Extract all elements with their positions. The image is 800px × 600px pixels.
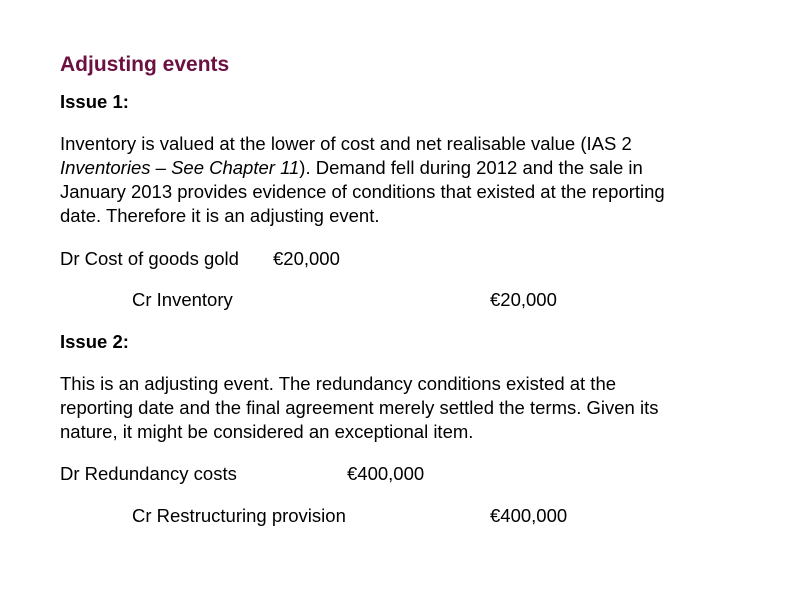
issue-1-line-text: ). Demand fell during 2012 and the sale in [299,157,643,178]
issue-1-debit-label: Dr Cost of goods gold [60,248,239,269]
issue-2-line: nature, it might be considered an exceptional item. [60,421,474,442]
issue-2-heading: Issue 2: [60,331,129,352]
issue-2-line: reporting date and the final agreement merely settled the terms. Given its [60,397,659,418]
issue-1-line: Inventory is valued at the lower of cost and net realisable value (IAS 2 [60,133,632,154]
issue-2-debit-label: Dr Redundancy costs [60,463,237,484]
issue-2-debit-amount: €400,000 [347,463,425,484]
slide-title: Adjusting events [60,53,230,76]
issue-1-heading: Issue 1: [60,91,129,112]
issue-1-line [60,156,643,180]
italic-reference: Inventories – See Chapter 11 [60,157,300,178]
issue-2-credit-label: Cr Restructuring provision [132,505,346,526]
issue-1-credit-label: Cr Inventory [132,289,233,310]
issue-2-credit-amount: €400,000 [490,505,568,526]
issue-1-line: date. Therefore it is an adjusting event. [60,205,380,226]
issue-1-credit-amount: €20,000 [490,289,557,310]
issue-1-line: January 2013 provides evidence of conditions that existed at the reporting [60,181,665,202]
issue-1-debit-amount: €20,000 [273,248,340,269]
issue-2-line: This is an adjusting event. The redundancy conditions existed at the [60,373,617,394]
